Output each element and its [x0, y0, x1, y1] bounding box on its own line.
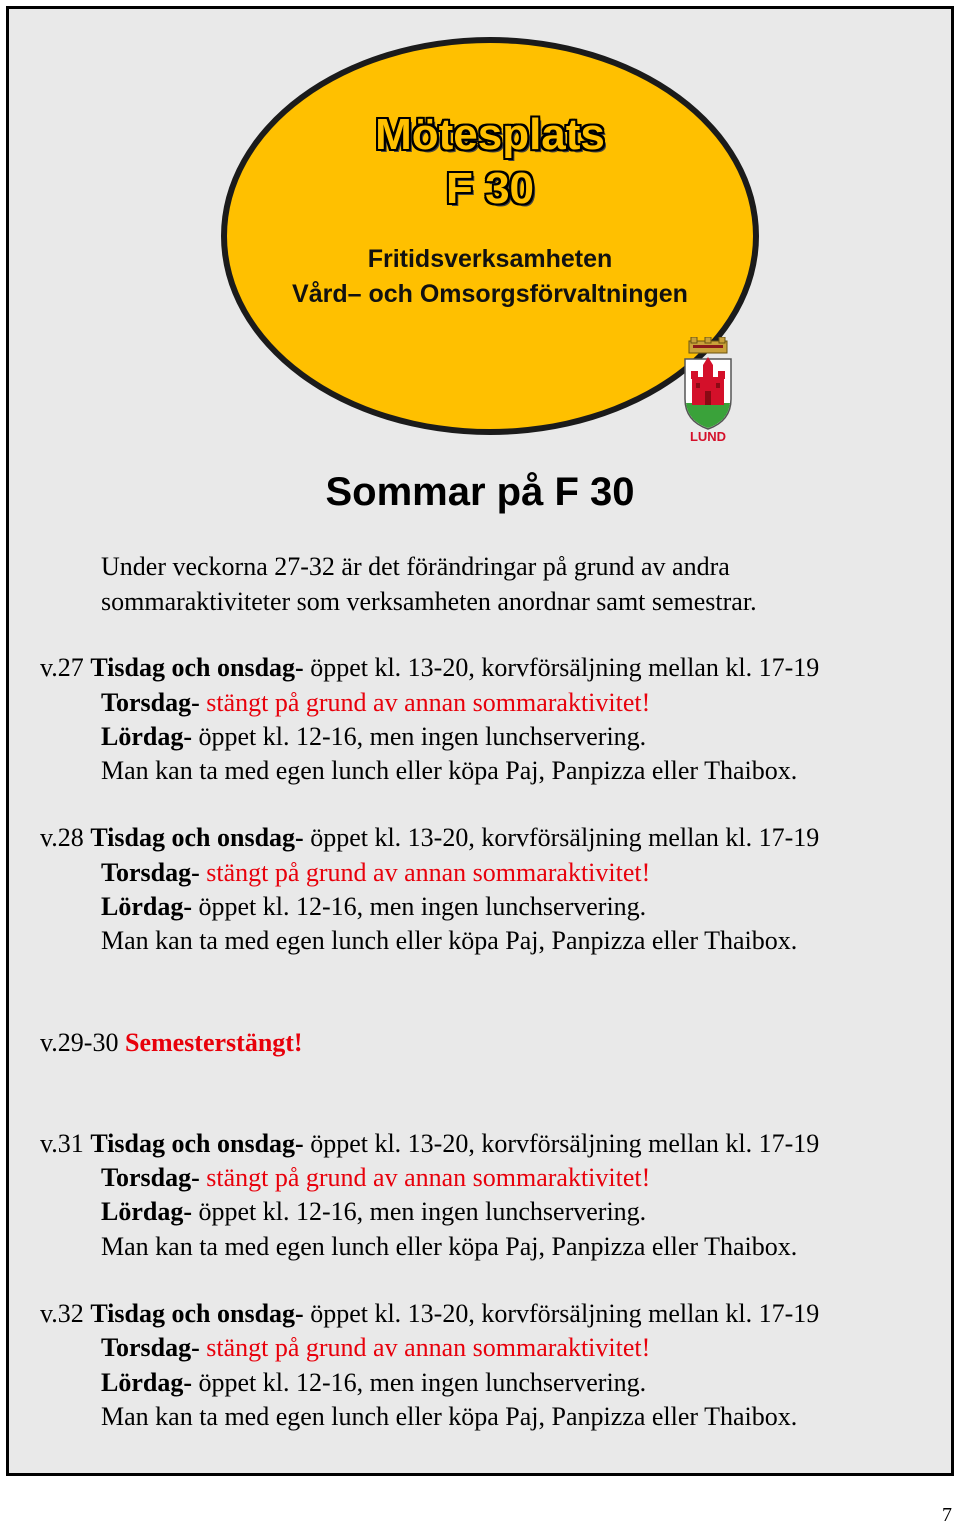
week-27-thursday-line: [101, 686, 650, 720]
week-27-lunch-line: Man kan ta med egen lunch eller köpa Paj, Panpizza eller Thaibox.: [101, 756, 798, 785]
week-label: v.32: [40, 1299, 84, 1328]
week-31-thursday-line: [101, 1161, 650, 1195]
saturday-text: öppet kl. 12-16, men ingen lunchservering.: [192, 722, 647, 751]
thursday-label: Torsdag-: [101, 1333, 200, 1362]
lund-coat-of-arms-logo: [679, 337, 737, 443]
thursday-text: stängt på grund av annan sommaraktivitet!: [199, 1163, 651, 1192]
thursday-text: stängt på grund av annan sommaraktivitet!: [199, 1333, 651, 1362]
saturday-label: Lördag-: [101, 722, 192, 751]
thursday-text: stängt på grund av annan sommaraktivitet!: [199, 688, 651, 717]
days-text: öppet kl. 13-20, korvförsäljning mellan kl. 17-19: [303, 823, 820, 852]
title-line-2: F 30: [445, 164, 535, 213]
saturday-label: Lördag-: [101, 1197, 192, 1226]
week-28-thursday-line: [101, 856, 650, 890]
days-label: Tisdag och onsdag-: [90, 653, 304, 682]
week-28-lunch-line: Man kan ta med egen lunch eller köpa Paj, Panpizza eller Thaibox.: [101, 926, 798, 955]
page-heading: Sommar på F 30: [325, 470, 635, 514]
subtitle-line-1: Fritidsverksamheten: [367, 245, 613, 273]
intro-line-2: sommaraktiviteter som verksamheten anordnar samt semestrar.: [101, 587, 757, 616]
thursday-label: Torsdag-: [101, 1163, 200, 1192]
saturday-label: Lördag-: [101, 1368, 192, 1397]
week-32-saturday-line: [101, 1366, 646, 1400]
intro-line-1: Under veckorna 27-32 är det förändringar på grund av andra: [101, 552, 730, 581]
thursday-label: Torsdag-: [101, 688, 200, 717]
week-28-days-line: [40, 821, 819, 855]
closed-text: Semesterstängt!: [118, 1028, 303, 1057]
week-29-30-closed-line: [40, 1026, 303, 1060]
week-32-thursday-line: [101, 1331, 650, 1365]
thursday-label: Torsdag-: [101, 858, 200, 887]
week-27-days-line: [40, 651, 819, 685]
thursday-text: stängt på grund av annan sommaraktivitet!: [199, 858, 651, 887]
week-28-saturday-line: [101, 890, 646, 924]
days-label: Tisdag och onsdag-: [90, 1299, 304, 1328]
week-32-days-line: [40, 1297, 819, 1331]
saturday-label: Lördag-: [101, 892, 192, 921]
saturday-text: öppet kl. 12-16, men ingen lunchservering.: [192, 892, 647, 921]
week-label: v.27: [40, 653, 84, 682]
week-27-saturday-line: [101, 720, 646, 754]
page-number: 7: [942, 1504, 952, 1526]
saturday-text: öppet kl. 12-16, men ingen lunchservering.: [192, 1197, 647, 1226]
title-line-1: Mötesplats: [375, 110, 605, 159]
days-label: Tisdag och onsdag-: [90, 1129, 304, 1158]
days-text: öppet kl. 13-20, korvförsäljning mellan kl. 17-19: [303, 1299, 820, 1328]
header-oval: [221, 37, 759, 443]
week-label: v.31: [40, 1129, 84, 1158]
week-31-saturday-line: [101, 1195, 646, 1229]
week-32-lunch-line: Man kan ta med egen lunch eller köpa Paj, Panpizza eller Thaibox.: [101, 1402, 798, 1431]
week-31-days-line: [40, 1127, 819, 1161]
logo-text: LUND: [689, 429, 727, 443]
days-text: öppet kl. 13-20, korvförsäljning mellan kl. 17-19: [303, 653, 820, 682]
week-label: v.28: [40, 823, 84, 852]
days-text: öppet kl. 13-20, korvförsäljning mellan kl. 17-19: [303, 1129, 820, 1158]
saturday-text: öppet kl. 12-16, men ingen lunchservering.: [192, 1368, 647, 1397]
week-label: v.29-30: [40, 1028, 119, 1057]
week-31-lunch-line: Man kan ta med egen lunch eller köpa Paj, Panpizza eller Thaibox.: [101, 1232, 798, 1261]
days-label: Tisdag och onsdag-: [90, 823, 304, 852]
subtitle-line-2: Vård– och Omsorgsförvaltningen: [292, 280, 688, 308]
